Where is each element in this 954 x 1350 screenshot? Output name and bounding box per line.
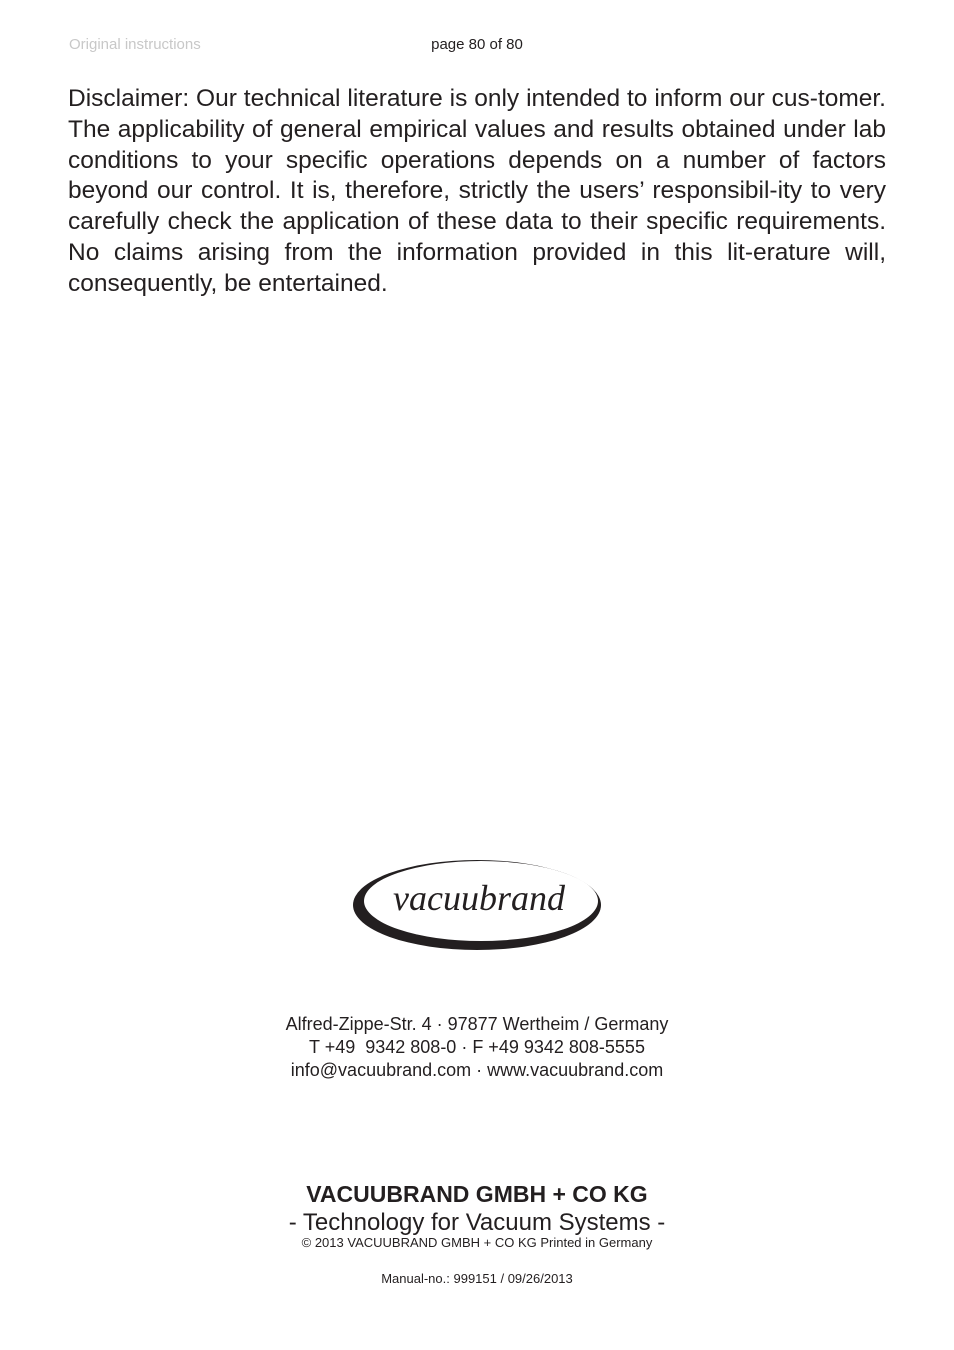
company-block xyxy=(0,1180,954,1250)
address-street: Alfred-Zippe-Str. 4 · 97877 Wertheim / Germany xyxy=(285,1014,669,1034)
address-phone: T +49 9342 808-0 · F +49 9342 808-5555 xyxy=(309,1037,645,1057)
copyright-notice: © 2013 VACUUBRAND GMBH + CO KG Printed in Germany xyxy=(301,1235,653,1250)
company-name: VACUUBRAND GMBH + CO KG xyxy=(306,1181,648,1207)
disclaimer-paragraph xyxy=(68,84,886,300)
manual-number: Manual-no.: 999151 / 09/26/2013 xyxy=(381,1271,573,1286)
disclaimer-text: Disclaimer: Our technical literature is only intended to inform our cus-tomer. The applicability of general empirical values and results obtained under lab conditions to your specific operations depends on a number of factors beyond our control. It is, therefore, strictly the users’ responsibil-ity to very carefully check the application of these data to their specific requirements. No claims arising from the information provided in this lit-erature will, consequently, be entertained. xyxy=(68,85,886,297)
vacuubrand-logo xyxy=(351,858,603,954)
header-original-instructions: Original instructions xyxy=(69,36,201,53)
logo-wordmark: vacuubrand xyxy=(393,878,565,918)
page-number: page 80 of 80 xyxy=(431,36,523,53)
company-tagline: - Technology for Vacuum Systems - xyxy=(288,1209,666,1236)
address-block xyxy=(0,1013,954,1082)
address-web: info@vacuubrand.com · www.vacuubrand.com xyxy=(290,1060,664,1080)
